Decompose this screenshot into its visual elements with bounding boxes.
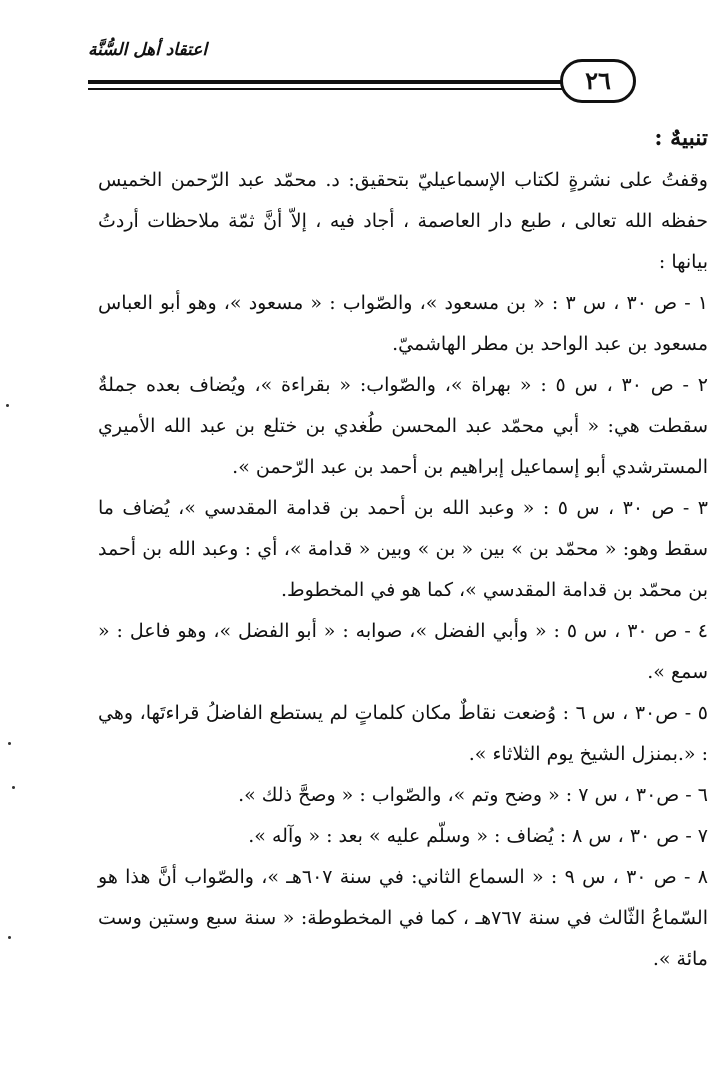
scan-speck [6, 404, 9, 407]
correction-item-1: ١ - ص ٣٠ ، س ٣ : « بن مسعود »، والصّواب : « مسعود »، وهو أبو العباس مسعود بن عبد الواحد بن مطر الهاشميّ. [98, 292, 709, 355]
correction-item-4: ٤ - ص ٣٠ ، س ٥ : « وأبي الفضل »، صوابه : « أبو الفضل »، وهو فاعل : « سمع ». [98, 620, 708, 683]
correction-item-5: ٥ - ص٣٠ ، س ٦ : وُضعت نقاطٌ مكان كلماتٍ لم يستطع الفاضلُ قراءتَها، وهي : «.بمنزل الشيخ يوم الثلاثاء ». [98, 702, 708, 765]
correction-item-7: ٧ - ص ٣٠ ، س ٨ : يُضاف : « وسلّم عليه » بعد : « وآله ». [248, 825, 708, 847]
scan-speck [8, 742, 11, 745]
header-rule-thin [88, 88, 562, 90]
running-header-title: اعتقاد أهل السُّنَّة [88, 40, 208, 60]
page-body [98, 116, 708, 980]
scan-speck [8, 936, 11, 939]
correction-item-8: ٨ - ص ٣٠ ، س ٩ : « السماع الثاني: في سنة ٦٠٧هـ »، والصّواب أنَّ هذا هو السّماعُ الثّالث في سنة ٧٦٧هـ ، كما في المخطوطة: « سنة سبع وستين وست مائة ». [98, 866, 708, 970]
header-rule-thick [88, 80, 562, 84]
page-number: ٢٦ [560, 59, 636, 103]
correction-item-2: ٢ - ص ٣٠ ، س ٥ : « بهراة »، والصّواب: « بقراءة »، ويُضاف بعده جملةٌ سقطت هي: « أبي محمّد عبد المحسن طُغدي بن ختلع بن عبد الله الأميري المسترشدي أبو إسماعيل إبراهيم بن أحمد بن عبد الرّحمن ». [98, 374, 708, 478]
correction-item-6: ٦ - ص٣٠ ، س ٧ : « وضح وتم »، والصّواب : « وصحَّ ذلك ». [238, 784, 708, 806]
intro-paragraph: وقفتُ على نشرةٍ لكتاب الإسماعيليّ بتحقيق: د. محمّد عبد الرّحمن الخميس حفظه الله تعالى ، طبع دار العاصمة ، أجاد فيه ، إلاّ أنَّ ثمّة ملاحظات أردتُ بيانها : [98, 169, 708, 273]
scan-speck [12, 786, 15, 789]
note-heading: تنبيهٌ : [654, 125, 708, 151]
correction-item-3: ٣ - ص ٣٠ ، س ٥ : « وعبد الله بن أحمد بن قدامة المقدسي »، يُضاف ما سقط وهو: « محمّد بن » بين « بن » وبين « قدامة »، أي : وعبد الله بن أحمد بن محمّد بن قدامة المقدسي »، كما هو في المخطوط. [98, 497, 708, 601]
